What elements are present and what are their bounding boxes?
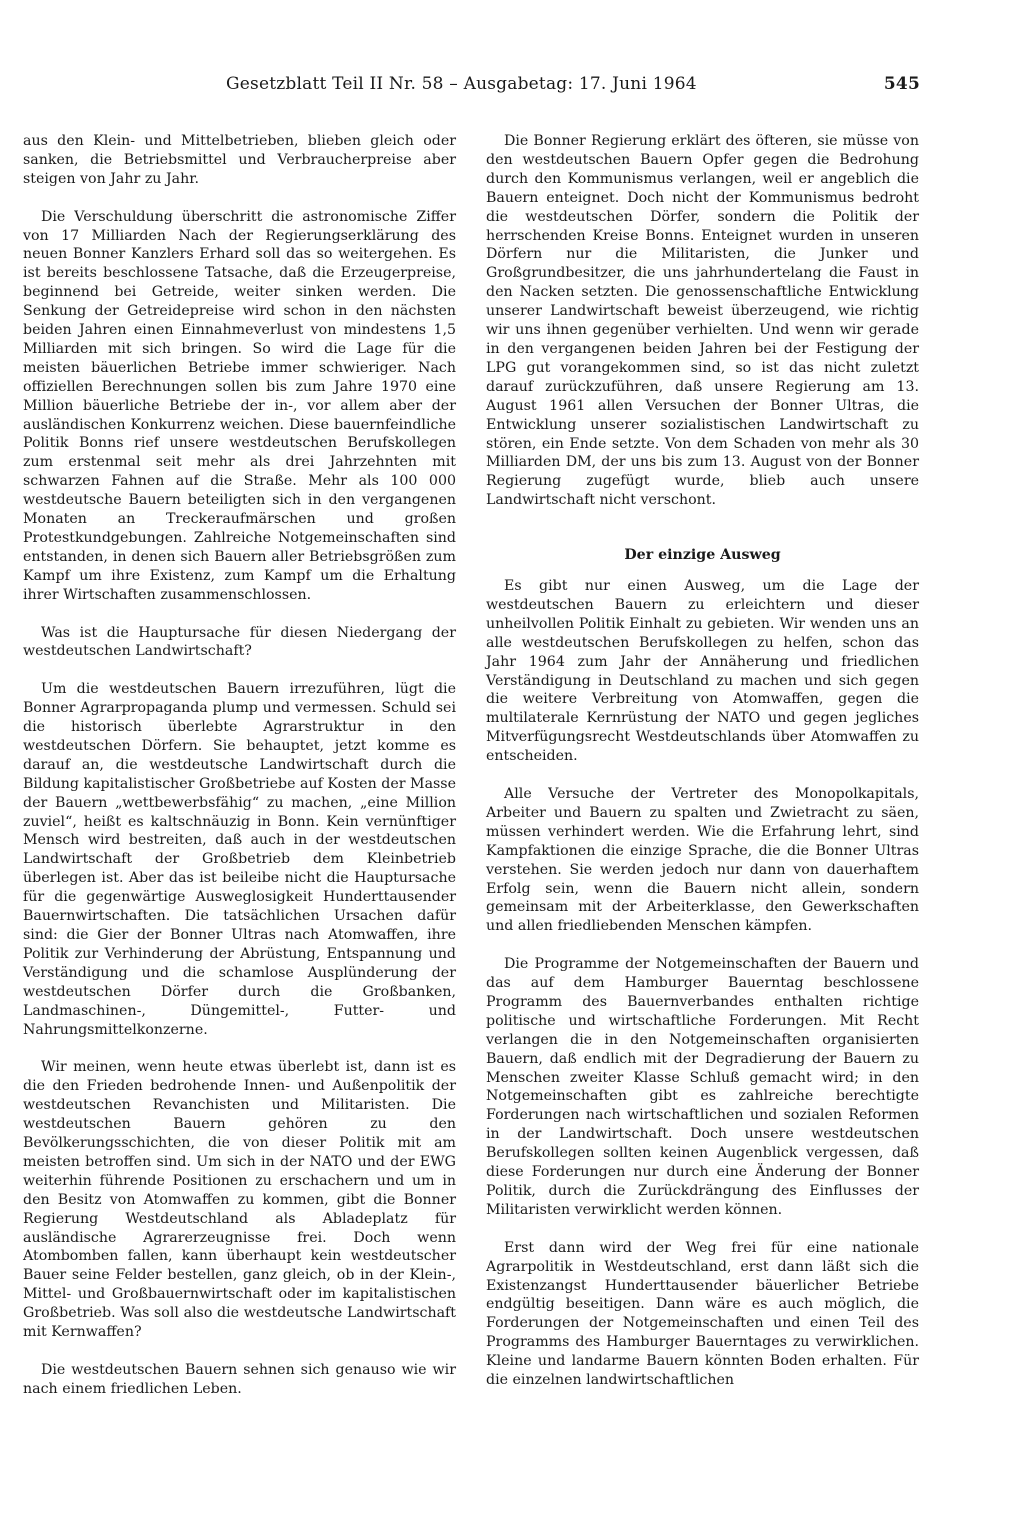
- paragraph: Wir meinen, wenn heute etwas überlebt ist, dann ist es die den Frieden bedrohende Innen- und Außenpolitik der westdeutschen Revanchisten und Militaristen. Die westdeutschen Bauern gehören zu den Bevölkerungsschichten, die von dieser Politik mit am meisten betroffen sind. Um sich in der NATO und der EWG weiterhin führende Positionen zu erschachern und um in den Besitz von Atomwaffen zu kommen, gibt die Bonner Regierung Westdeutschland als Abladeplatz für ausländische Agrarerzeugnisse frei. Doch wenn Atombomben fallen, kann überhaupt kein westdeutscher Bauer seine Felder bestellen, ganz gleich, ob in der Klein-, Mittel- und Großbauernwirtschaft oder im kapitalistischen Großbetrieb. Was soll also die westdeutsche Landwirtschaft mit Kernwaffen?: [23, 1059, 456, 1341]
- section-heading: Der einzige Ausweg: [624, 547, 781, 564]
- paragraph: Die Programme der Notgemeinschaften der Bauern und das auf dem Hamburger Bauerntag beschlossene Programm des Bauernverbandes enthalten richtige politische und wirtschaftliche Forderungen. Mit Recht verlangen die in den Notgemeinschaften organisierten Bauern, daß endlich mit der Degradierung der Bauern zu Menschen zweiter Klasse Schluß gemacht wird; in den Notgemeinschaften gibt es zahlreiche berechtigte Forderungen nach wirtschaftlichen und sozialen Reformen in der Landwirtschaft. Doch unsere westdeutschen Berufskollegen sollten keinen Augenblick vergessen, daß diese Forderungen nur durch eine Änderung der Bonner Politik, durch die Zurückdrängung des Einflusses der Militaristen verwirklicht werden können.: [486, 956, 919, 1218]
- header-title: Gesetzblatt Teil II Nr. 58 – Ausgabetag: 17. Juni 1964: [226, 74, 697, 94]
- paragraph: Die Bonner Regierung erklärt des öfteren, sie müsse von den westdeutschen Bauern Opfer gegen die Bedrohung durch den Kommunismus verlangen, weil er angeblich die Bauern enteignet. Doch nicht der Kommunismus bedroht die westdeutschen Dörfer, sondern die Politik der herrschenden Kreise Bonns. Enteignet wurden in unseren Dörfern nur die Militaristen, die Junker und Großgrundbesitzer, die uns jahrhundertelang die Faust in den Nacken setzten. Die genossenschaftliche Entwicklung unserer Landwirtschaft beweist überzeugend, wie richtig wir uns ihnen gegenüber verhielten. Und wenn wir gerade in den vergangenen beiden Jahren bei der Festigung der LPG gut vorangekommen sind, so ist das nicht zuletzt darauf zurückzuführen, daß unsere Regierung am 13. August 1961 allen Versuchen der Bonner Ultras, die Entwicklung unserer sozialistischen Landwirtschaft zu stören, ein Ende setzte. Von dem Schaden von mehr als 30 Milliarden DM, der uns bis zum 13. August von der Bonner Regierung zugefügt wurde, blieb auch unsere Landwirtschaft nicht verschont.: [486, 133, 919, 509]
- paragraph: Was ist die Hauptursache für diesen Niedergang der westdeutschen Landwirtschaft?: [23, 624, 456, 660]
- page-number: 545: [883, 74, 920, 94]
- paragraph: Um die westdeutschen Bauern irrezuführen, lügt die Bonner Agrarpropaganda plump und vermessen. Schuld sei die historisch überlebte Agrarstruktur in den westdeutschen Dörfern. Sie behauptet, jetzt komme es darauf an, die westdeutsche Landwirtschaft durch die Bildung kapitalistischer Großbetriebe auf Kosten der Masse der Bauern „wettbewerbsfähig“ zu machen, „eine Million zuviel“, heißt es kaltschnäuzig in Bonn. Kein vernünftiger Mensch wird bestreiten, daß auch in der westdeutschen Landwirtschaft der Großbetrieb dem Kleinbetrieb überlegen ist. Aber das ist beileibe nicht die Hauptursache für die gegenwärtige Ausweglosigkeit Hunderttausender Bauernwirtschaften. Die tatsächlichen Ursachen dafür sind: die Gier der Bonner Ultras nach Atomwaffen, ihre Politik zur Verhinderung der Abrüstung, Entspannung und Verständigung und die schamlose Ausplünderung der westdeutschen Dörfer durch die Großbanken, Landmaschinen-, Düngemittel-, Futter- und Nahrungsmittelkonzerne.: [23, 681, 456, 1038]
- left-column: [23, 132, 456, 1418]
- paragraph: Es gibt nur einen Ausweg, um die Lage der westdeutschen Bauern zu erleichtern und dieser unheilvollen Politik Einhalt zu gebieten. Wir wenden uns an alle westdeutschen Berufskollegen zu helfen, schon das Jahr 1964 zum Jahr der Annäherung und friedlichen Verständigung in Deutschland zu machen und sich gegen die weitere Verbreitung von Atomwaffen, gegen die multilaterale Kernrüstung der NATO und gegen jegliches Mitverfügungsrecht Westdeutschlands über Atomwaffen zu entscheiden.: [486, 578, 919, 765]
- paragraph: Erst dann wird der Weg frei für eine nationale Agrarpolitik in Westdeutschland, erst dann läßt sich die Existenzangst Hunderttausender bäuerlicher Betriebe endgültig beseitigen. Dann wäre es auch möglich, die Forderungen der Notgemeinschaften und einen Teil des Programms des Hamburger Bauerntages zu verwirklichen. Kleine und landarme Bauern könnten Boden erhalten. Für die einzelnen landwirtschaftlichen: [486, 1239, 919, 1389]
- paragraph: Die Verschuldung überschritt die astronomische Ziffer von 17 Milliarden Nach der Regierungserklärung des neuen Bonner Kanzlers Erhard soll das so weitergehen. Es ist bereits beschlossene Tatsache, daß die Erzeugerpreise, beginnend bei Getreide, weiter sinken werden. Die Senkung der Getreidepreise wird schon in den nächsten beiden Jahren einen Einnahmeverlust von mindestens 1,5 Milliarden mit sich bringen. So wird die Lage für die meisten bäuerlichen Betriebe immer schwieriger. Nach offiziellen Berechnungen sollen bis zum Jahre 1970 eine Million bäuerliche Betriebe der in-, vor allem aber der ausländischen Konkurrenz weichen. Diese bauernfeindliche Politik Bonns rief unsere westdeutschen Berufskollegen zum erstenmal seit mehr als drei Jahrzehnten mit schwarzen Fahnen auf die Straße. Mehr als 100 000 westdeutsche Bauern beteiligten sich in den vergangenen Monaten an Treckeraufmärschen und großen Protestkundgebungen. Zahlreiche Notgemeinschaften sind entstanden, in denen sich Bauern aller Betriebsgrößen zum Kampf um ihre Existenz, zum Kampf um die Erhaltung ihrer Wirtschaften zusammenschlossen.: [23, 208, 456, 603]
- right-column: [486, 132, 919, 1409]
- paragraph: aus den Klein- und Mittelbetrieben, blieben gleich oder sanken, die Betriebsmittel und Verbraucherpreise aber steigen von Jahr zu Jahr.: [23, 133, 456, 187]
- page-header: [226, 74, 926, 100]
- paragraph: Die westdeutschen Bauern sehnen sich genauso wie wir nach einem friedlichen Leben.: [23, 1361, 456, 1397]
- paragraph: Alle Versuche der Vertreter des Monopolkapitals, Arbeiter und Bauern zu spalten und Zwietracht zu säen, müssen verhindert werden. Wie die Erfahrung lehrt, sind Kampfaktionen die einzige Sprache, die die Bonner Ultras verstehen. Sie werden jedoch nur dann von dauerhaftem Erfolg sein, wenn die Bauern nicht allein, sondern gemeinsam mit der Arbeiterklasse, den Gewerkschaften und allen friedliebenden Menschen kämpfen.: [486, 785, 919, 935]
